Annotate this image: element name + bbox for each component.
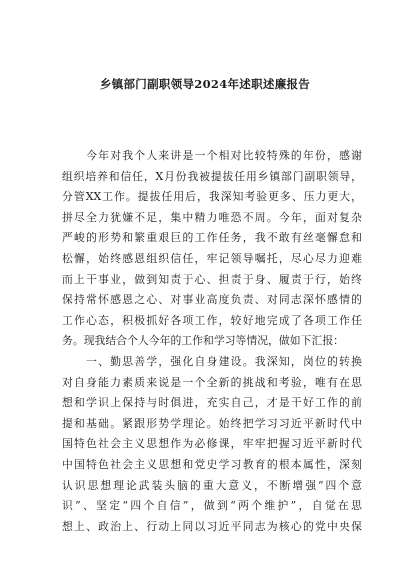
body-line: 今年对我个人来讲是一个相对比较特殊的年份，感谢 [62, 149, 362, 162]
body-line: 一、勤思善学，强化自身建设。我深知，岗位的转换 [62, 354, 362, 368]
body-line: 保持常怀感恩之心、对事业高度负责、对同志深怀感情的 [62, 293, 362, 307]
body-line: 想和学识上保持与时俱进，充实自己，才是干好工作的前 [62, 396, 362, 410]
body-line: 工作心态，积极抓好各项工作，较好地完成了各项工作任 [62, 313, 362, 327]
body-line: 组织培养和信任，X月份我被提拔任用乡镇部门副职领导， [62, 169, 362, 183]
body-line: 而上干事业，做到知责于心、担责于身、履责于行，始终 [62, 272, 362, 286]
body-line: 识”、坚定“四个自信”，做到“两个维护”，自觉在思 [62, 499, 362, 513]
body-line: 对自身能力素质来说是一个全新的挑战和考验，唯有在思 [62, 375, 362, 389]
body-line: 松懈，始终感恩组织信任，牢记领导嘱托，尽心尽力迎难 [62, 251, 362, 265]
body-line: 国特色社会主义思想作为必修课，牢牢把握习近平新时代 [62, 437, 362, 451]
document-title: 乡镇部门副职领导2024年述职述廉报告 [99, 77, 311, 91]
body-line: 提和基础。紧跟形势学理论。始终把学习习近平新时代中 [62, 416, 362, 430]
body-line: 拼尽全力犹嫌不足，集中精力唯恐不周。今年，面对复杂 [62, 210, 362, 224]
body-line: 务。现我结合个人今年的工作和学习等情况，做如下汇报： [62, 334, 345, 348]
body-line: 认识思想理论武装头脑的重大意义，不断增强“四个意 [62, 478, 362, 492]
body-line: 想上、政治上、行动上同以习近平同志为核心的党中央保 [62, 519, 362, 533]
body-line: 严峻的形势和繁重艰巨的工作任务，我不敢有丝毫懈怠和 [62, 231, 362, 245]
body-line: 分管XX工作。提拔任用后，我深知考验更多、压力更大， [62, 190, 362, 204]
document-body [62, 146, 362, 537]
body-line: 中国特色社会主义思想和党史学习教育的根本属性，深刻 [62, 457, 362, 471]
